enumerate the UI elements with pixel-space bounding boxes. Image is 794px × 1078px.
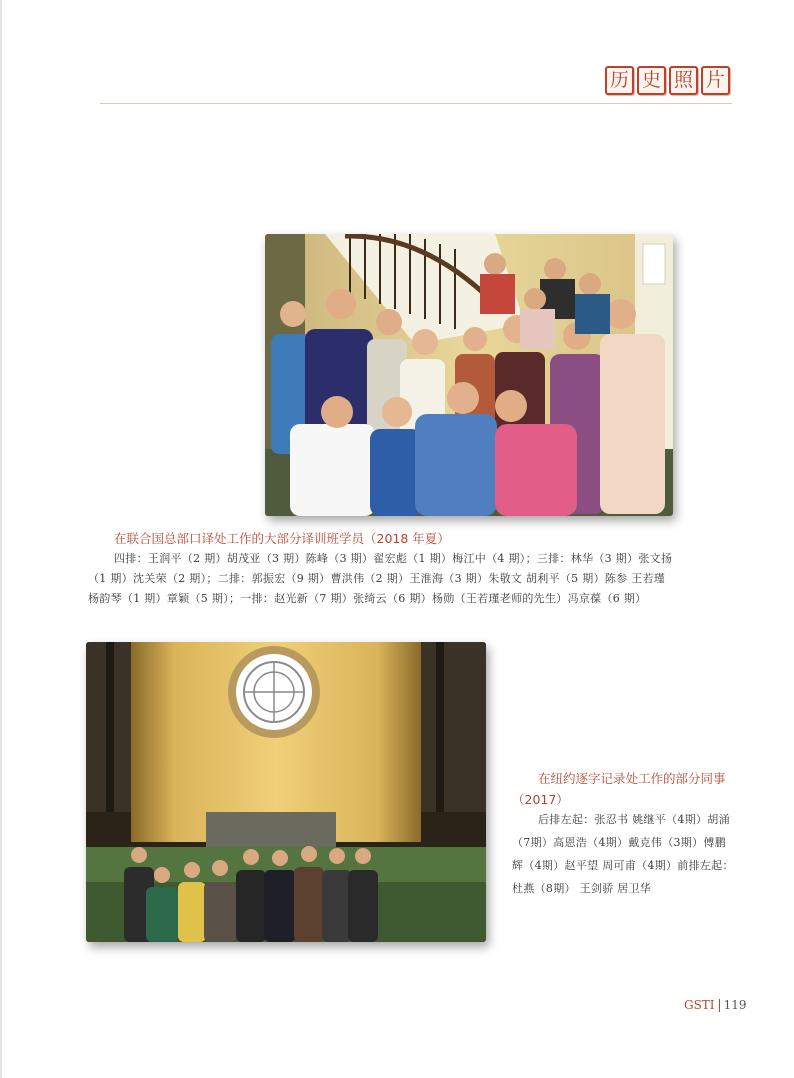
photo2-caption-title: 在纽约逐字记录处工作的部分同事（2017） xyxy=(512,771,726,807)
photo1-caption-body: 四排：王润平（2 期）胡茂亚（3 期）陈峰（3 期）翟宏彪（1 期）梅江中（4 期）；三排：林华（3 期）张文扬（1 期）沈关荣（2 期）；二排：郭振宏（9 期）曹洪伟（2 期）王淮海（3 期）朱敬文 胡利平（5 期）陈参 王若瑾 杨韵琴（1 期）章颖（5 期）；一排：赵光新（7 期）张绮云（6 期）杨勋（王若瑾老师的先生）冯京葆（6 期） xyxy=(88,552,673,605)
title-char: 历 xyxy=(605,66,634,95)
page-footer xyxy=(684,998,746,1012)
page-edge xyxy=(0,0,2,1078)
photo1-caption-title: 在联合国总部口译处工作的大部分译训班学员（2018 年夏） xyxy=(114,531,450,546)
group-photo-un-hall xyxy=(86,642,486,942)
header-rule xyxy=(100,103,732,104)
title-char: 片 xyxy=(701,66,730,95)
footer-divider xyxy=(719,999,720,1012)
title-char: 照 xyxy=(669,66,698,95)
group-photo-staircase xyxy=(265,234,673,516)
photo2-caption-body: 后排左起：张忍书 姚继平（4期）胡涌（7期）高恩浩（4期）戴克伟（3期）傅鹏辉（4期）赵平望 周可甫（4期）前排左起：杜燕（8期） 王剑骄 居卫华 xyxy=(512,813,734,895)
page-number: 119 xyxy=(723,998,747,1012)
journal-name: GSTI xyxy=(684,998,715,1012)
section-title xyxy=(605,66,730,95)
title-char: 史 xyxy=(637,66,666,95)
